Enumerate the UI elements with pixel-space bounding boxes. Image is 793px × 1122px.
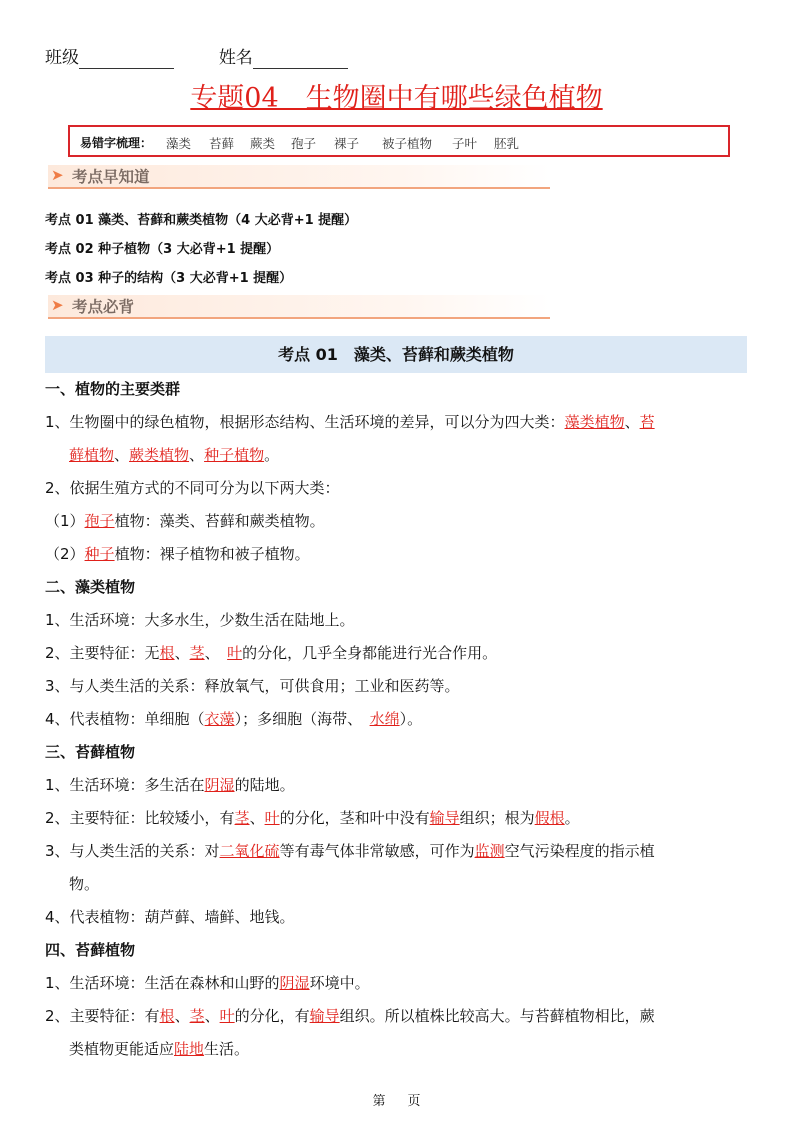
toc-item[interactable]: 考点 03 种子的结构（3 大必背+1 提醒）: [45, 271, 293, 286]
class-label: 班级: [45, 48, 79, 68]
paragraph-line: 3、与人类生活的关系：释放氧气，可供食用；工业和医药等。: [45, 677, 460, 695]
error-word: 裸子: [334, 136, 360, 151]
paragraph-line: 1、生物圈中的绿色植物，根据形态结构、生活环境的差异，可以分为四大类：藻类植物、苔: [45, 413, 655, 431]
paragraph-line: 1、生活环境：大多水生，少数生活在陆地上。: [45, 611, 355, 629]
page-title: 专题04 生物圈中有哪些绿色植物: [190, 83, 603, 114]
error-word: 子叶: [452, 136, 478, 151]
paragraph-line: 4、代表植物：单细胞（衣藻）；多细胞（海带、 水绵）。: [45, 710, 423, 728]
banner-must-memorize: [48, 295, 550, 319]
error-word: 蕨类: [250, 136, 276, 151]
name-blank[interactable]: [253, 52, 348, 69]
error-word: 藻类: [166, 136, 192, 151]
section-title-bar: [45, 336, 747, 373]
class-blank[interactable]: [79, 52, 174, 69]
paragraph-line: 物。: [69, 875, 100, 893]
paragraph-line: （1）孢子植物：藻类、苔藓和蕨类植物。: [45, 512, 325, 530]
error-word: 孢子: [291, 136, 317, 151]
error-prone-words-box: [68, 125, 730, 157]
error-word: 苔藓: [209, 136, 235, 151]
error-prone-label: 易错字梳理：: [80, 136, 153, 150]
heading-moss: 三、苔藓植物: [45, 743, 136, 761]
paragraph-line: （2）种子植物：裸子植物和被子植物。: [45, 545, 310, 563]
error-word: 胚乳: [494, 136, 520, 151]
paragraph-line: 2、依据生殖方式的不同可分为以下两大类：: [45, 479, 340, 497]
paragraph-line: 2、主要特征：比较矮小，有茎、叶的分化，茎和叶中没有输导组织；根为假根。: [45, 809, 580, 827]
toc-item[interactable]: 考点 02 种子植物（3 大必背+1 提醒）: [45, 242, 280, 257]
paragraph-line: 3、与人类生活的关系：对二氧化硫等有毒气体非常敏感，可作为监测空气污染程度的指示植: [45, 842, 655, 860]
name-label: 姓名: [218, 48, 253, 68]
paragraph-line: 4、代表植物：葫芦藓、墙鲜、地钱。: [45, 908, 295, 926]
paragraph-line: 类植物更能适应陆地生活。: [69, 1040, 250, 1058]
arrow-right-icon: ➤: [51, 296, 64, 314]
heading-algae: 二、藻类植物: [45, 578, 136, 596]
heading-plant-groups: 一、植物的主要类群: [45, 380, 181, 398]
page-label-left: 第: [372, 1094, 386, 1109]
banner-overview-label: 考点早知道: [72, 168, 150, 186]
page-footer: [0, 1090, 793, 1109]
paragraph-line: 2、主要特征：无根、茎、 叶的分化，几乎全身都能进行光合作用。: [45, 644, 498, 662]
section-title: 考点 01 藻类、苔藓和蕨类植物: [278, 345, 514, 364]
student-info: [45, 47, 348, 69]
paragraph-line: 1、生活环境：生活在森林和山野的阴湿环境中。: [45, 974, 370, 992]
heading-fern: 四、苔藓植物: [45, 941, 136, 959]
paragraph-line: 1、生活环境：多生活在阴湿的陆地。: [45, 776, 295, 794]
paragraph-line: 2、主要特征：有根、茎、叶的分化，有输导组织。所以植株比较高大。与苔藓植物相比，蕨: [45, 1007, 655, 1025]
paragraph-line: 藓植物、蕨类植物、种子植物。: [69, 446, 280, 464]
error-word: 被子植物: [382, 136, 433, 151]
page-label-right: 页: [407, 1094, 421, 1109]
toc-item[interactable]: 考点 01 藻类、苔藓和蕨类植物（4 大必背+1 提醒）: [45, 213, 358, 228]
banner-must-memorize-label: 考点必背: [72, 298, 135, 316]
banner-overview: [48, 165, 550, 189]
arrow-right-icon: ➤: [51, 166, 64, 184]
